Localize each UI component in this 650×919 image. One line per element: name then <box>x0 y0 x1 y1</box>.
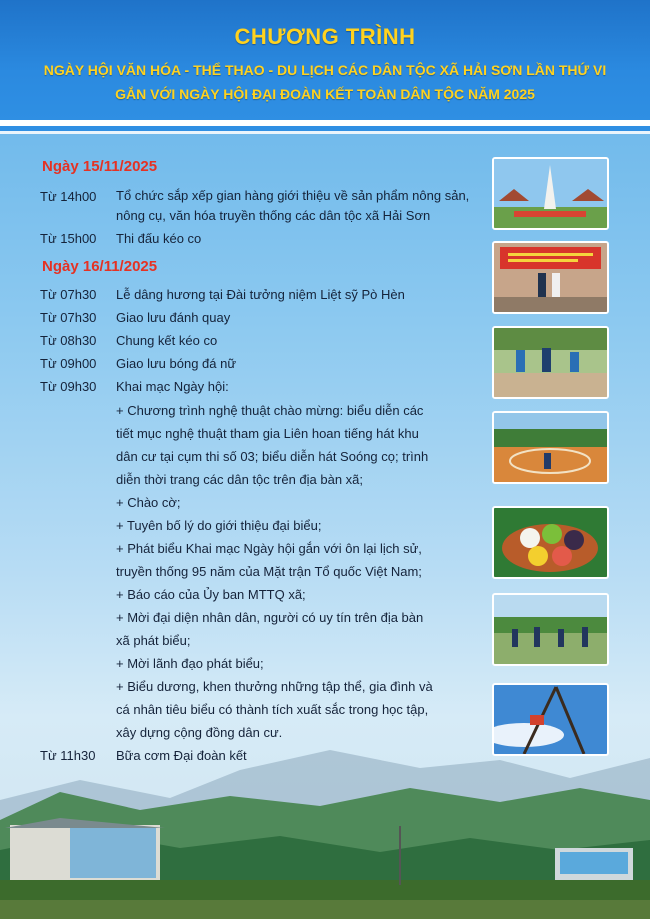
opening-line: dân cư tại cụm thi số 03; biểu diễn hát Soóng cọ; trình <box>116 449 429 464</box>
day-heading-2: Ngày 16/11/2025 <box>42 258 158 275</box>
schedule-desc: Chung kết kéo co <box>116 333 218 348</box>
opening-line: + Mời đại diện nhân dân, người có uy tín trên địa bàn <box>116 610 424 625</box>
schedule-desc: Thi đấu kéo co <box>116 231 202 246</box>
schedule-desc: Lễ dâng hương tại Đài tưởng niệm Liệt sỹ Pò Hèn <box>116 287 405 302</box>
opening-line: + Phát biểu Khai mạc Ngày hội gắn với ôn lại lịch sử, <box>116 541 422 556</box>
schedule-desc: Bữa cơm Đại đoàn kết <box>116 748 247 763</box>
schedule-time: Từ 11h30 <box>40 748 96 763</box>
photo-game <box>492 411 609 484</box>
schedule-time: Từ 09h30 <box>40 379 97 394</box>
opening-line: + Tuyên bố lý do giới thiệu đại biểu; <box>116 518 322 533</box>
opening-line: + Chào cờ; <box>116 495 181 510</box>
schedule-desc: Khai mạc Ngày hội: <box>116 379 229 394</box>
schedule-time: Từ 09h00 <box>40 356 97 371</box>
schedule-time: Từ 08h30 <box>40 333 97 348</box>
mountain-landscape <box>0 740 650 919</box>
header-divider-light <box>0 131 650 134</box>
schedule-desc: Giao lưu bóng đá nữ <box>116 356 237 371</box>
opening-line: tiết mục nghệ thuật tham gia Liên hoan tiếng hát khu <box>116 426 419 441</box>
opening-line: xã phát biểu; <box>116 633 191 648</box>
schedule-time: Từ 07h30 <box>40 287 97 302</box>
schedule-desc: Tổ chức sắp xếp gian hàng giới thiệu về sản phẩm nông sản, nông cụ, văn hóa truyền thống các dân tộc xã Hải Sơn <box>116 188 470 223</box>
page-title: CHƯƠNG TRÌNH <box>234 24 416 49</box>
opening-line: xây dựng cộng đồng dân cư. <box>116 725 283 740</box>
photo-folk-dance <box>492 593 609 666</box>
opening-line: truyền thống 95 năm của Mặt trận Tổ quốc Việt Nam; <box>116 564 422 579</box>
opening-line: + Mời lãnh đạo phát biểu; <box>116 656 264 671</box>
day-heading-1: Ngày 15/11/2025 <box>42 158 158 175</box>
opening-line: cá nhân tiêu biểu có thành tích xuất sắc trong học tập, <box>116 702 429 717</box>
photo-monument <box>492 157 609 230</box>
schedule-desc: Giao lưu đánh quay <box>116 310 231 325</box>
header-banner <box>0 0 650 120</box>
opening-line: diễn thời trang các dân tộc trên địa bàn xã; <box>116 472 364 487</box>
title-line-2: GẮN VỚI NGÀY HỘI ĐẠI ĐOÀN KẾT TOÀN DÂN TỘC NĂM 2025 <box>115 86 535 102</box>
schedule-time: Từ 14h00 <box>40 189 97 204</box>
opening-line: + Chương trình nghệ thuật chào mừng: biểu diễn các <box>116 403 424 418</box>
photo-dance <box>492 326 609 399</box>
schedule-time: Từ 07h30 <box>40 310 97 325</box>
title-line-1: NGÀY HỘI VĂN HÓA - THỂ THAO - DU LỊCH CÁC DÂN TỘC XÃ HẢI SƠN LẦN THỨ VI <box>43 62 607 78</box>
photo-sticky-rice <box>492 506 609 579</box>
opening-line: + Biểu dương, khen thưởng những tập thể, gia đình và <box>116 679 433 694</box>
photo-ceremony <box>492 241 609 314</box>
opening-line: + Báo cáo của Ủy ban MTTQ xã; <box>116 587 306 602</box>
schedule-time: Từ 15h00 <box>40 231 97 246</box>
